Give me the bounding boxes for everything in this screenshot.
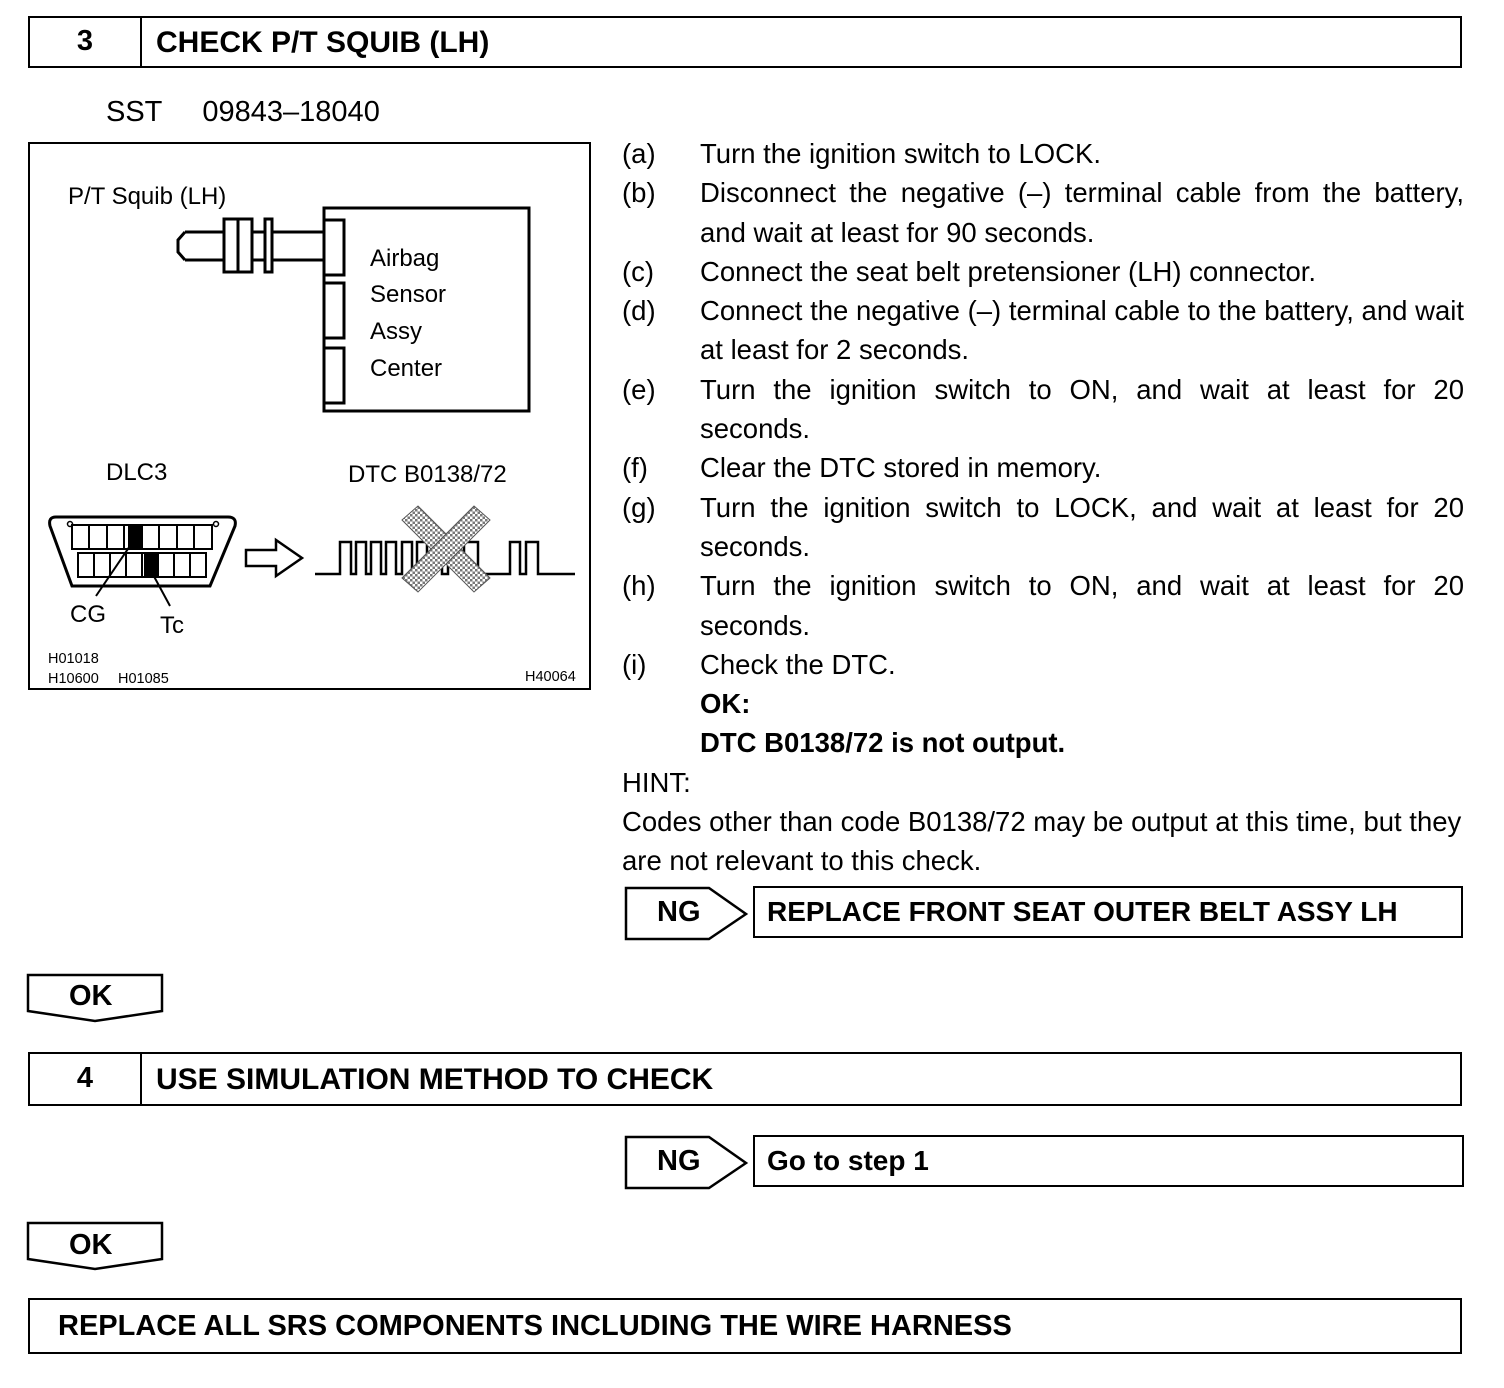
step-number: 4: [30, 1054, 142, 1104]
instruction-item: [622, 566, 1464, 645]
instruction-item: [622, 488, 1464, 567]
instruction-label: (e): [622, 373, 656, 405]
ecu-line-3: Assy: [370, 318, 423, 345]
sst-code: 09843–18040: [202, 96, 380, 128]
ng-label-step3: NG: [657, 896, 701, 928]
sensor-connector-1: [324, 220, 344, 275]
instruction-item: [622, 291, 1464, 370]
instruction-label: (h): [622, 570, 656, 602]
ref-id-3: H01085: [118, 671, 169, 687]
step-title: CHECK P/T SQUIB (LH): [156, 26, 490, 59]
hollow-arrow-icon: [246, 540, 302, 576]
squib-connector: [178, 219, 325, 272]
figure-drawing: [30, 144, 588, 687]
ref-id-4: H40064: [525, 669, 576, 685]
ref-id-2: H10600: [48, 671, 99, 687]
ok-criteria-heading: OK:: [700, 688, 751, 720]
sst-line: [106, 96, 420, 129]
instruction-item: [622, 173, 1464, 252]
dtc-label: DTC B0138/72: [348, 461, 507, 488]
ecu-line-2: Sensor: [370, 281, 447, 308]
instruction-label: (c): [622, 255, 655, 287]
instruction-text: Clear the DTC stored in memory.: [700, 452, 1102, 484]
ok-label-step3: OK: [69, 980, 113, 1012]
instruction-item: [622, 252, 1464, 291]
ok-label-step4: OK: [69, 1229, 113, 1261]
dlc-label: DLC3: [106, 459, 168, 486]
sensor-connector-3: [324, 348, 344, 403]
dlc3-connector: [50, 517, 236, 606]
instruction-label: (i): [622, 648, 647, 680]
instruction-label: (d): [622, 295, 656, 327]
sensor-connector-2: [324, 283, 344, 338]
instruction-item: [622, 134, 1464, 173]
instruction-text: Turn the ignition switch to LOCK, and wait at least for 20 seconds.: [700, 491, 1464, 562]
sst-label: SST: [106, 96, 163, 128]
ng-action-step3: REPLACE FRONT SEAT OUTER BELT ASSY LH: [753, 886, 1463, 938]
instruction-label: (g): [622, 491, 656, 523]
instruction-label: (f): [622, 452, 648, 484]
hint-text: Codes other than code B0138/72 may be output at this time, but they are not relevant to this check.: [622, 806, 1462, 877]
ecu-line-4: Center: [370, 355, 443, 382]
instruction-text: Connect the negative (–) terminal cable to the battery, and wait at least for 2 seconds.: [700, 295, 1464, 366]
ref-id-1: H01018: [48, 651, 99, 667]
instruction-list: [622, 134, 1464, 881]
step-3-header: [28, 16, 1462, 68]
instruction-item: [622, 370, 1464, 449]
squib-label: P/T Squib (LH): [68, 183, 227, 210]
instruction-text: Turn the ignition switch to ON, and wait at least for 20 seconds.: [700, 570, 1464, 641]
step-number: 3: [30, 18, 142, 66]
instruction-text: Check the DTC.: [700, 648, 896, 680]
instruction-text: Turn the ignition switch to LOCK.: [700, 138, 1101, 169]
instruction-label: (b): [622, 177, 656, 209]
ng-action-step4: Go to step 1: [753, 1135, 1464, 1187]
final-action-box: REPLACE ALL SRS COMPONENTS INCLUDING THE WIRE HARNESS: [28, 1298, 1462, 1354]
instruction-label: (a): [622, 138, 656, 169]
instruction-item: [622, 448, 1464, 487]
cg-label: CG: [70, 601, 106, 628]
instruction-text: Turn the ignition switch to ON, and wait at least for 20 seconds.: [700, 373, 1464, 445]
ng-label-step4: NG: [657, 1145, 701, 1177]
ok-criteria-text: DTC B0138/72 is not output.: [700, 727, 1066, 759]
ecu-line-1: Airbag: [370, 245, 440, 272]
tc-label: Tc: [160, 612, 184, 639]
step-4-header: [28, 1052, 1462, 1106]
instruction-item: [622, 645, 1464, 684]
instruction-text: Connect the seat belt pretensioner (LH) connector.: [700, 255, 1317, 287]
instruction-text: Disconnect the negative (–) terminal cable from the battery, and wait at least for 90 seconds.: [700, 177, 1464, 248]
hint-label: HINT:: [622, 766, 691, 798]
wiring-figure: [28, 142, 591, 690]
step-title: USE SIMULATION METHOD TO CHECK: [156, 1063, 714, 1096]
